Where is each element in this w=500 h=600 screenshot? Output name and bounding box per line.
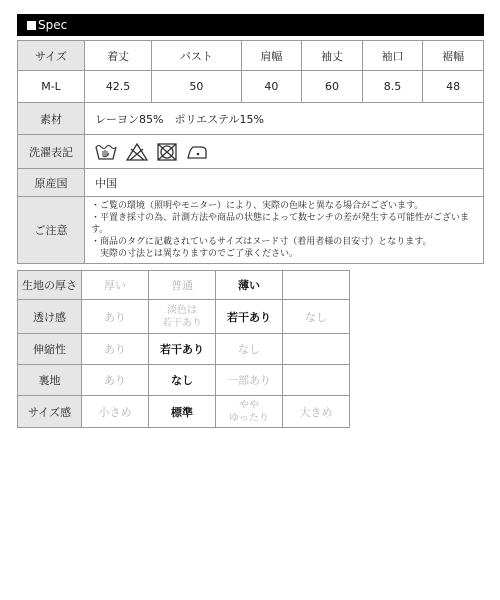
- fabric-option: 大きめ: [282, 396, 349, 428]
- fabric-option: 小さめ: [82, 396, 149, 428]
- fabric-option: 淡色は 若干あり: [149, 300, 216, 334]
- fabric-option: 一部あり: [216, 365, 283, 396]
- washing-icons: [85, 135, 484, 169]
- fabric-option: [282, 365, 349, 396]
- fabric-option: あり: [82, 300, 149, 334]
- note-line: ・平置き採寸の為、計測方法や商品の状態によって数センチの差が発生する可能性がございま: [91, 213, 470, 223]
- fabric-row-label: 透け感: [18, 300, 82, 334]
- no-tumble-dry-icon: [157, 143, 177, 161]
- fabric-row: [18, 365, 350, 396]
- no-bleach-icon: [126, 143, 148, 161]
- material-row: [18, 103, 484, 135]
- col-header: 着丈: [85, 41, 152, 71]
- fabric-option: やや ゆったり: [216, 396, 283, 428]
- fabric-table: [17, 270, 350, 428]
- notes-text: [85, 197, 484, 264]
- note-line: ・ご覧の環境（照明やモニター）により、実際の色味と異なる場合がございます。: [91, 201, 424, 211]
- fabric-option: [282, 334, 349, 365]
- fabric-row: [18, 300, 350, 334]
- square-icon: [27, 21, 36, 30]
- size-value-row: [18, 71, 484, 103]
- spec-header: [17, 14, 484, 36]
- washing-label: 洗濯表記: [18, 135, 85, 169]
- fabric-row-label: 裏地: [18, 365, 82, 396]
- note-line: ・商品のタグに記載されているサイズはヌード寸（着用者様の目安寸）となります。: [91, 237, 432, 247]
- col-header: 袖口: [362, 41, 423, 71]
- size-value: 50: [152, 71, 242, 103]
- fabric-option-selected: なし: [149, 365, 216, 396]
- col-header: 袖丈: [302, 41, 363, 71]
- fabric-option: 厚い: [82, 271, 149, 300]
- notes-row: [18, 197, 484, 264]
- fabric-option: あり: [82, 365, 149, 396]
- fabric-option: [282, 271, 349, 300]
- fabric-row-label: 伸縮性: [18, 334, 82, 365]
- fabric-option: あり: [82, 334, 149, 365]
- col-header: 肩幅: [241, 41, 302, 71]
- washing-row: [18, 135, 484, 169]
- fabric-option-selected: 若干あり: [149, 334, 216, 365]
- fabric-option-selected: 若干あり: [216, 300, 283, 334]
- origin-row: [18, 169, 484, 197]
- fabric-row: [18, 396, 350, 428]
- size-value: 60: [302, 71, 363, 103]
- size-value: 40: [241, 71, 302, 103]
- fabric-row: [18, 334, 350, 365]
- fabric-option-selected: 標準: [149, 396, 216, 428]
- col-header: 裾幅: [423, 41, 484, 71]
- origin-label: 原産国: [18, 169, 85, 197]
- note-line: 実際の寸法とは異なりますのでご了承ください。: [91, 249, 299, 259]
- fabric-option: 普通: [149, 271, 216, 300]
- spec-title: Spec: [38, 18, 68, 32]
- origin-value: 中国: [85, 169, 484, 197]
- size-label: サイズ: [18, 41, 85, 71]
- fabric-row-label: サイズ感: [18, 396, 82, 428]
- iron-low-icon: [186, 143, 208, 161]
- fabric-option: なし: [216, 334, 283, 365]
- note-line: す。: [91, 225, 109, 235]
- size-name: M-L: [18, 71, 85, 103]
- material-value: レーヨン85% ポリエステル15%: [85, 103, 484, 135]
- fabric-option-selected: 薄い: [216, 271, 283, 300]
- col-header: バスト: [152, 41, 242, 71]
- fabric-row-label: 生地の厚さ: [18, 271, 82, 300]
- size-value: 48: [423, 71, 484, 103]
- hand-wash-icon: [95, 143, 117, 161]
- fabric-row: [18, 271, 350, 300]
- spec-table: [17, 40, 484, 264]
- material-label: 素材: [18, 103, 85, 135]
- notes-label: ご注意: [18, 197, 85, 264]
- size-header-row: [18, 41, 484, 71]
- size-value: 8.5: [362, 71, 423, 103]
- size-value: 42.5: [85, 71, 152, 103]
- fabric-option: なし: [282, 300, 349, 334]
